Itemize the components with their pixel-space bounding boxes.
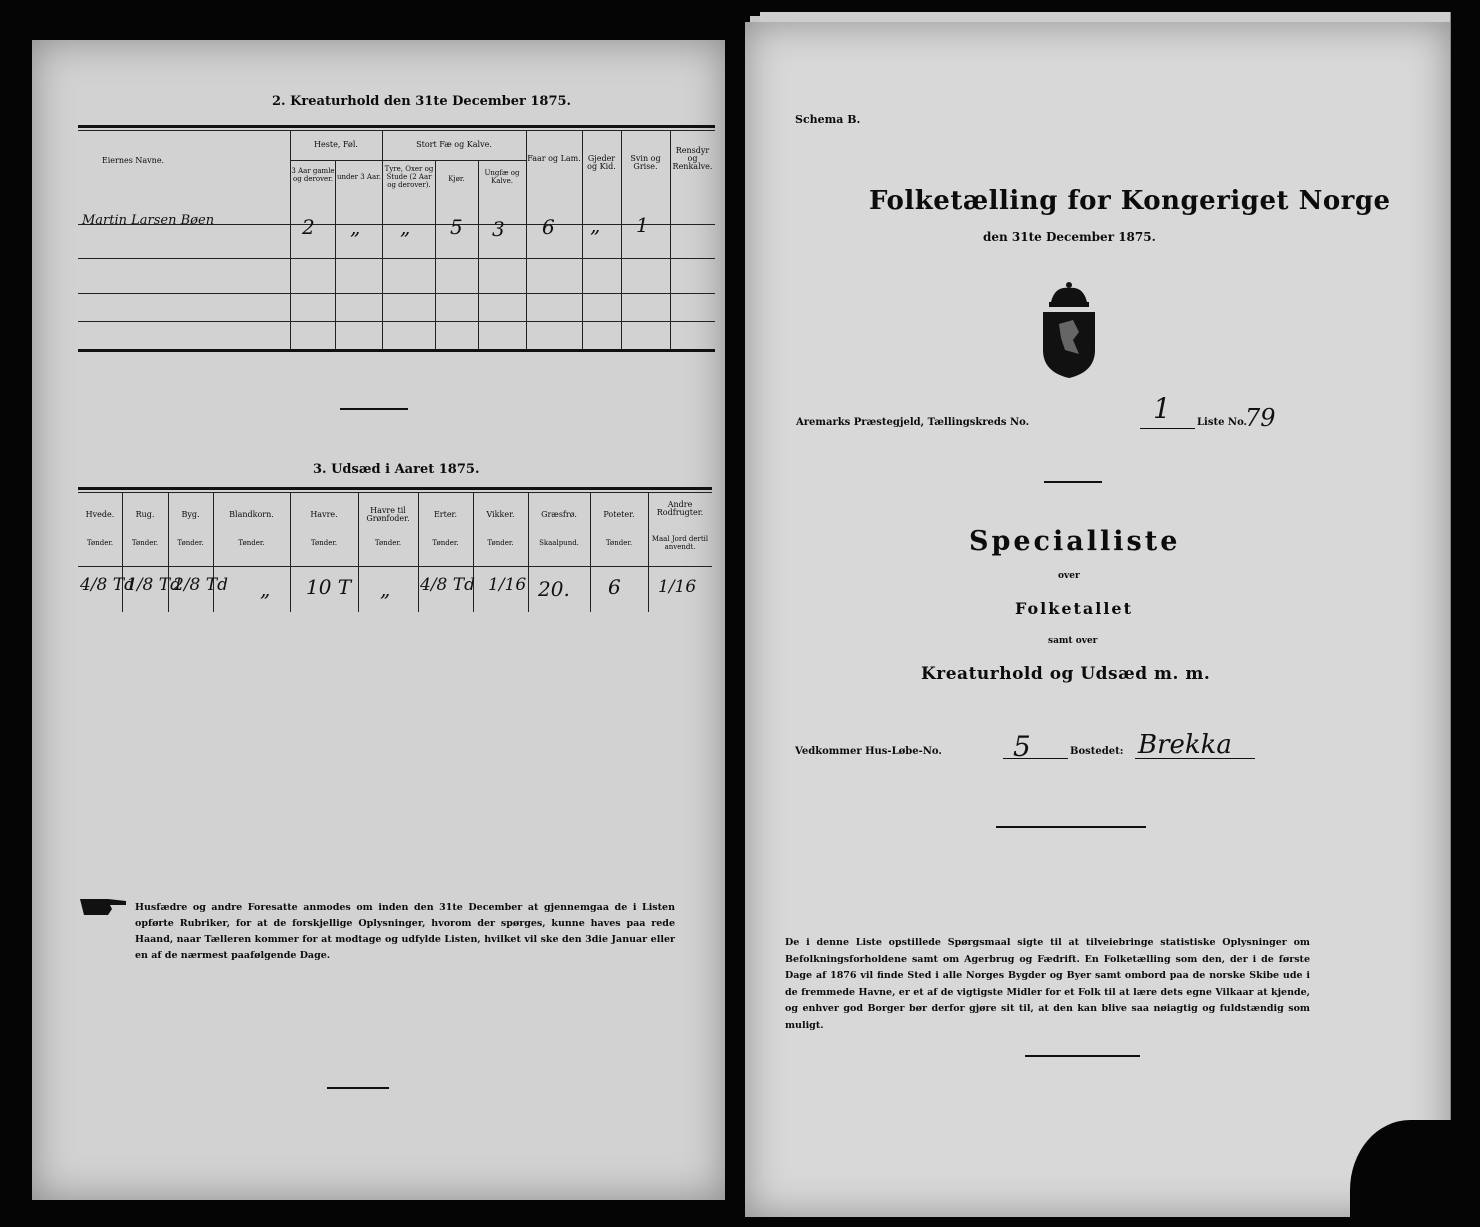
samt-over-label: samt over [1048,636,1098,646]
divider [1025,1055,1140,1057]
schema-label: Schema B. [795,113,861,126]
cell-stortfae-a: „ [400,215,411,239]
col-header-stortfae-a: Tyre, Oxer og Stude (2 Aar og derover). [384,165,434,189]
divider [1044,481,1102,483]
divider [996,826,1146,828]
col-header-stortfae-b: Kjør. [448,175,465,183]
document-date: den 31te December 1875. [983,230,1156,244]
crop-header-vikker: Vikker. [486,510,515,519]
crop-value-poteter: 6 [608,575,621,599]
crop-value-havre: 10 T [306,575,352,599]
crop-unit-gronfoder: Tønder. [374,539,402,547]
crop-header-blandkorn: Blandkorn. [229,510,274,519]
crop-unit-erter: Tønder. [432,539,459,547]
crop-unit-blandkorn: Tønder. [238,539,265,547]
crop-header-havre: Havre. [310,510,338,519]
kreaturhold-heading: Kreaturhold og Udsæd m. m. [921,664,1211,684]
liste-number: 79 [1245,404,1276,432]
crop-unit-graesfro: Skaalpund. [539,539,579,547]
crop-value-hvede: 4/8 Td [80,575,135,595]
col-header-faar: Faar og Lam. [527,154,581,163]
document-title: Folketælling for Kongeriget Norge [869,186,1391,216]
purpose-note: De i denne Liste opstillede Spørgsmaal sigte til at tilveiebringe statistiske Oplysninger om Befolkningsforholdene samt om Agerbrug og Fædrift. En Folketælling som den, der i de første Dage af 1876 vil finde Sted i alle Norges Bygder og Byer samt ombord paa de norske Skibe ude i de fremmede Havne, er et af de vigtigste Midler for et Folk til at lære dets egne Vilkaar at kjende, og enhver god Borger bør derfor gjøre sit til, at den kan blive saa nøiagtig og fuldstændig som muligt. [785,937,1310,1031]
col-header-name: Eiernes Navne. [101,156,165,165]
cell-gjeder: „ [590,213,601,237]
livestock-title: 2. Kreaturhold den 31te December 1875. [272,94,572,109]
crop-unit-vikker: Tønder. [487,539,514,547]
col-header-heste: Heste, Føl. [314,140,358,149]
coat-of-arms-icon [1035,280,1103,380]
crop-header-gronfoder: Havre til Grønfoder. [366,506,410,523]
col-header-svin: Svin og Grise. [630,154,661,171]
crop-value-vikker: 1/16 [488,575,527,595]
crop-header-hvede: Hvede. [85,510,115,519]
liste-label: Liste No. [1197,417,1248,428]
cell-stortfae-b: 5 [450,215,463,239]
crop-value-byg: 2/8 Td [173,575,228,595]
cell-heste-a: 2 [302,215,315,239]
col-header-rensdyr: Rensdyr og Renkalve. [672,146,713,171]
specialliste-heading: Specialliste [969,526,1181,557]
divider [327,1087,389,1089]
crop-unit-poteter: Tønder. [605,539,633,547]
cell-faar: 6 [542,215,555,239]
cell-stortfae-c: 3 [492,217,505,241]
col-header-heste-a: 3 Aar gamle og derover. [291,167,335,183]
crop-value-gronfoder: „ [380,577,391,601]
cell-heste-b: „ [350,215,361,239]
crop-value-graesfro: 20. [538,577,570,601]
crop-unit-rug: Tønder. [131,539,159,547]
crop-header-rodfrugter: Andre Rodfrugter. [656,500,704,517]
crops-title: 3. Udsæd i Aaret 1875. [313,462,480,477]
over-label: over [1058,571,1080,581]
underline [1140,428,1195,429]
pointing-hand-icon [78,893,130,919]
owner-name: Martin Larsen Bøen [82,213,215,228]
col-header-gjeder: Gjeder og Kid. [587,154,616,171]
folketallet-heading: Folketallet [1015,599,1133,618]
cell-svin: 1 [636,213,649,237]
crop-unit-rodfrugter: Maal Jord dertil anvendt. [651,535,709,551]
divider [340,408,408,410]
crops-table [78,487,712,601]
crop-unit-havre: Tønder. [310,539,338,547]
crop-header-graesfro: Græsfrø. [541,510,577,519]
bostedet-label: Bostedet: [1070,746,1124,757]
livestock-table [78,125,715,355]
col-header-stortfae: Stort Fæ og Kalve. [416,140,492,149]
crop-header-rug: Rug. [135,510,155,519]
kreds-number: 1 [1153,392,1171,425]
lobe-number: 5 [1013,730,1031,763]
crop-value-rodfrugter: 1/16 [658,577,697,597]
crop-unit-byg: Tønder. [177,539,204,547]
crop-header-byg: Byg. [181,510,200,519]
crop-value-erter: 4/8 Td [420,575,475,595]
parish-label: Aremarks Præstegjeld, Tællingskreds No. [796,417,1030,428]
bostedet-value: Brekka [1138,730,1232,760]
crop-value-rug: 1/8 Td [126,575,181,595]
crop-value-blandkorn: „ [260,577,271,601]
col-header-stortfae-c: Ungfæ og Kalve. [484,169,520,185]
crop-header-erter: Erter. [433,510,458,519]
col-header-heste-b: under 3 Aar. [337,173,381,181]
lobe-label: Vedkommer Hus-Løbe-No. [795,746,942,757]
instructions-notice: Husfædre og andre Foresatte anmodes om inden den 31te December at gjennemgaa de i Listen opførte Rubriker, for at de forskjellige Oplysninger, hvorom der spørges, kunne haves paa rede Haand, naar Tælleren kommer for at modtage og udfylde Listen, hvilket vil ske den 3die Januar eller en af de nærmest paafølgende Dage. [135,902,675,961]
crop-unit-hvede: Tønder. [86,539,114,547]
crop-header-poteter: Poteter. [603,510,635,519]
